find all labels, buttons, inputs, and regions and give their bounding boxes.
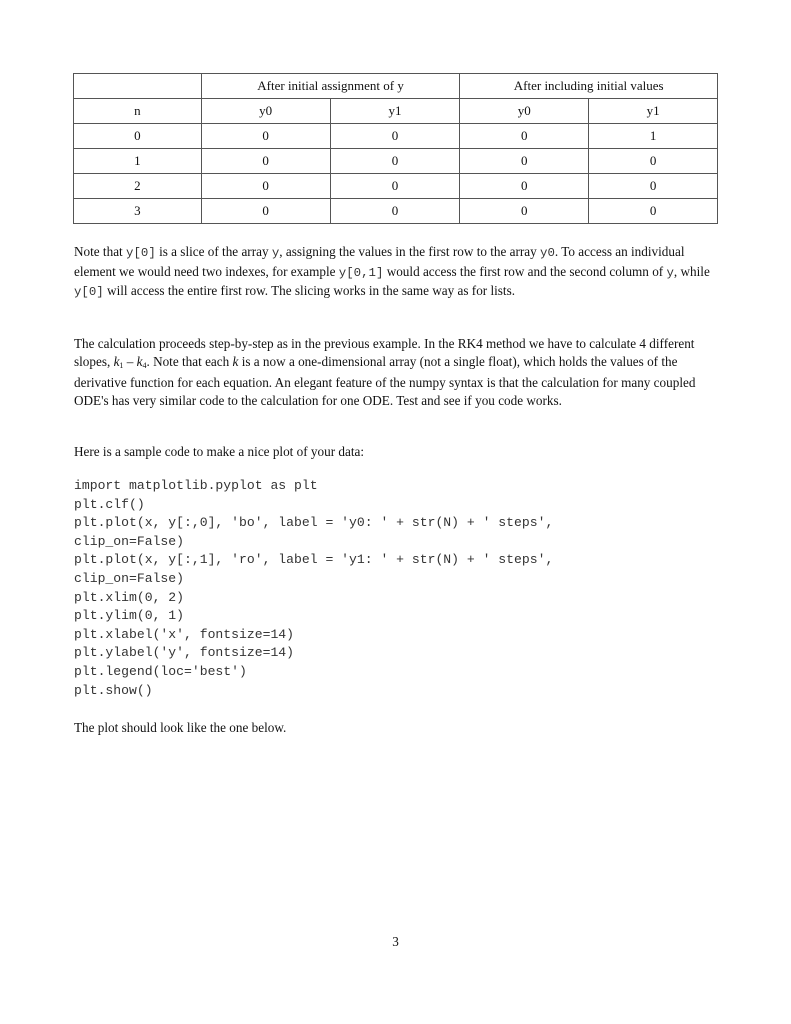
paragraph-text: . Note that each (146, 353, 233, 369)
slope-symbol: k (136, 353, 143, 369)
table-group-header-row (74, 74, 718, 99)
table-column-header: y0 (201, 99, 330, 124)
table-row (74, 199, 718, 224)
table-cell: 0 (589, 149, 718, 174)
table-cell: 0 (460, 124, 589, 149)
table-cell: 0 (589, 174, 718, 199)
table-row (74, 149, 718, 174)
table-cell: 2 (74, 174, 202, 199)
table-group-header: After initial assignment of y (201, 74, 460, 99)
paragraph-text: The calculation proceeds step-by-step as in the previous example. In the RK4 method we have to calculate 4 different slopes, (74, 336, 695, 369)
table-cell: 0 (330, 199, 460, 224)
table-column-header: y1 (589, 99, 718, 124)
inline-code: y0 (540, 246, 555, 260)
paragraph-text: . To access an individual element we would need two indexes, for example (74, 244, 685, 279)
inline-code: y (666, 265, 674, 280)
paragraph-text: is a now a one-dimensional array (not a single float), which holds the values of the derivative function for each equation. An elegant feature of the numpy syntax is that the calculation for many coupled ODE's has very similar code to the calculation for one ODE. Test and see if you code works. (74, 353, 696, 408)
table-group-header (74, 74, 202, 99)
rk4-paragraph (74, 335, 722, 409)
table-cell: 0 (201, 124, 330, 149)
plot-description: The plot should look like the one below. (74, 720, 287, 735)
inline-code: y[0,1] (338, 265, 384, 280)
code-line: plt.xlim(0, 2) (74, 589, 185, 605)
slope-symbol: k (113, 353, 120, 369)
table-column-header-row (74, 99, 718, 124)
code-line: plt.xlabel('x', fontsize=14) (74, 626, 295, 642)
code-line: plt.plot(x, y[:,1], 'ro', label = 'y1: ' + str(N) + ' steps', (74, 552, 554, 568)
inline-code: y[0] (126, 246, 156, 260)
inline-code: y (271, 246, 280, 260)
paragraph-text: would access the first row and the second column of (383, 263, 667, 279)
subscript: 1 (119, 360, 124, 370)
table-group-header: After including initial values (460, 74, 718, 99)
code-line: plt.ylabel('y', fontsize=14) (74, 645, 295, 661)
table-column-header: y1 (330, 99, 460, 124)
code-block (74, 477, 553, 700)
code-line: plt.legend(loc='best') (74, 663, 247, 679)
table-cell: 3 (74, 199, 202, 224)
table-cell: 0 (201, 199, 330, 224)
table-cell: 0 (201, 174, 330, 199)
paragraph-text: – (123, 353, 137, 369)
code-line: plt.ylim(0, 1) (74, 608, 185, 624)
code-line: plt.plot(x, y[:,0], 'bo', label = 'y0: ' + str(N) + ' steps', (74, 515, 554, 531)
table-cell: 0 (589, 199, 718, 224)
paragraph-text: , assigning the values in the first row to the array (279, 244, 541, 259)
code-line: plt.clf() (74, 496, 145, 512)
table-row (74, 124, 718, 149)
table-column-header: n (74, 99, 202, 124)
table-cell: 0 (74, 124, 202, 149)
code-line: clip_on=False) (74, 533, 185, 549)
subscript: 4 (142, 360, 147, 370)
table-column-header: y0 (460, 99, 589, 124)
slope-symbol: k (232, 353, 239, 369)
page-number: 3 (392, 934, 399, 949)
paragraph-text: Note that (74, 244, 127, 259)
code-line: clip_on=False) (74, 570, 185, 586)
table-cell: 1 (74, 149, 202, 174)
table-row (74, 174, 718, 199)
paragraph-text: will access the entire first row. The slicing works in the same way as for lists. (103, 283, 516, 299)
sample-code-intro: Here is a sample code to make a nice plot of your data: (74, 444, 365, 459)
table-cell: 0 (330, 124, 460, 149)
paragraph-text: is a slice of the array (155, 244, 272, 259)
table-cell: 0 (330, 149, 460, 174)
table-cell: 0 (460, 174, 589, 199)
table-cell: 0 (460, 149, 589, 174)
values-table (73, 73, 718, 224)
code-line: plt.show() (74, 682, 153, 698)
code-line: import matplotlib.pyplot as plt (74, 478, 318, 493)
table-cell: 0 (330, 174, 460, 199)
inline-code: y[0] (74, 285, 104, 300)
slicing-paragraph (74, 243, 722, 302)
table-cell: 0 (460, 199, 589, 224)
paragraph-text: , while (673, 263, 710, 279)
table-cell: 1 (589, 124, 718, 149)
table-cell: 0 (201, 149, 330, 174)
